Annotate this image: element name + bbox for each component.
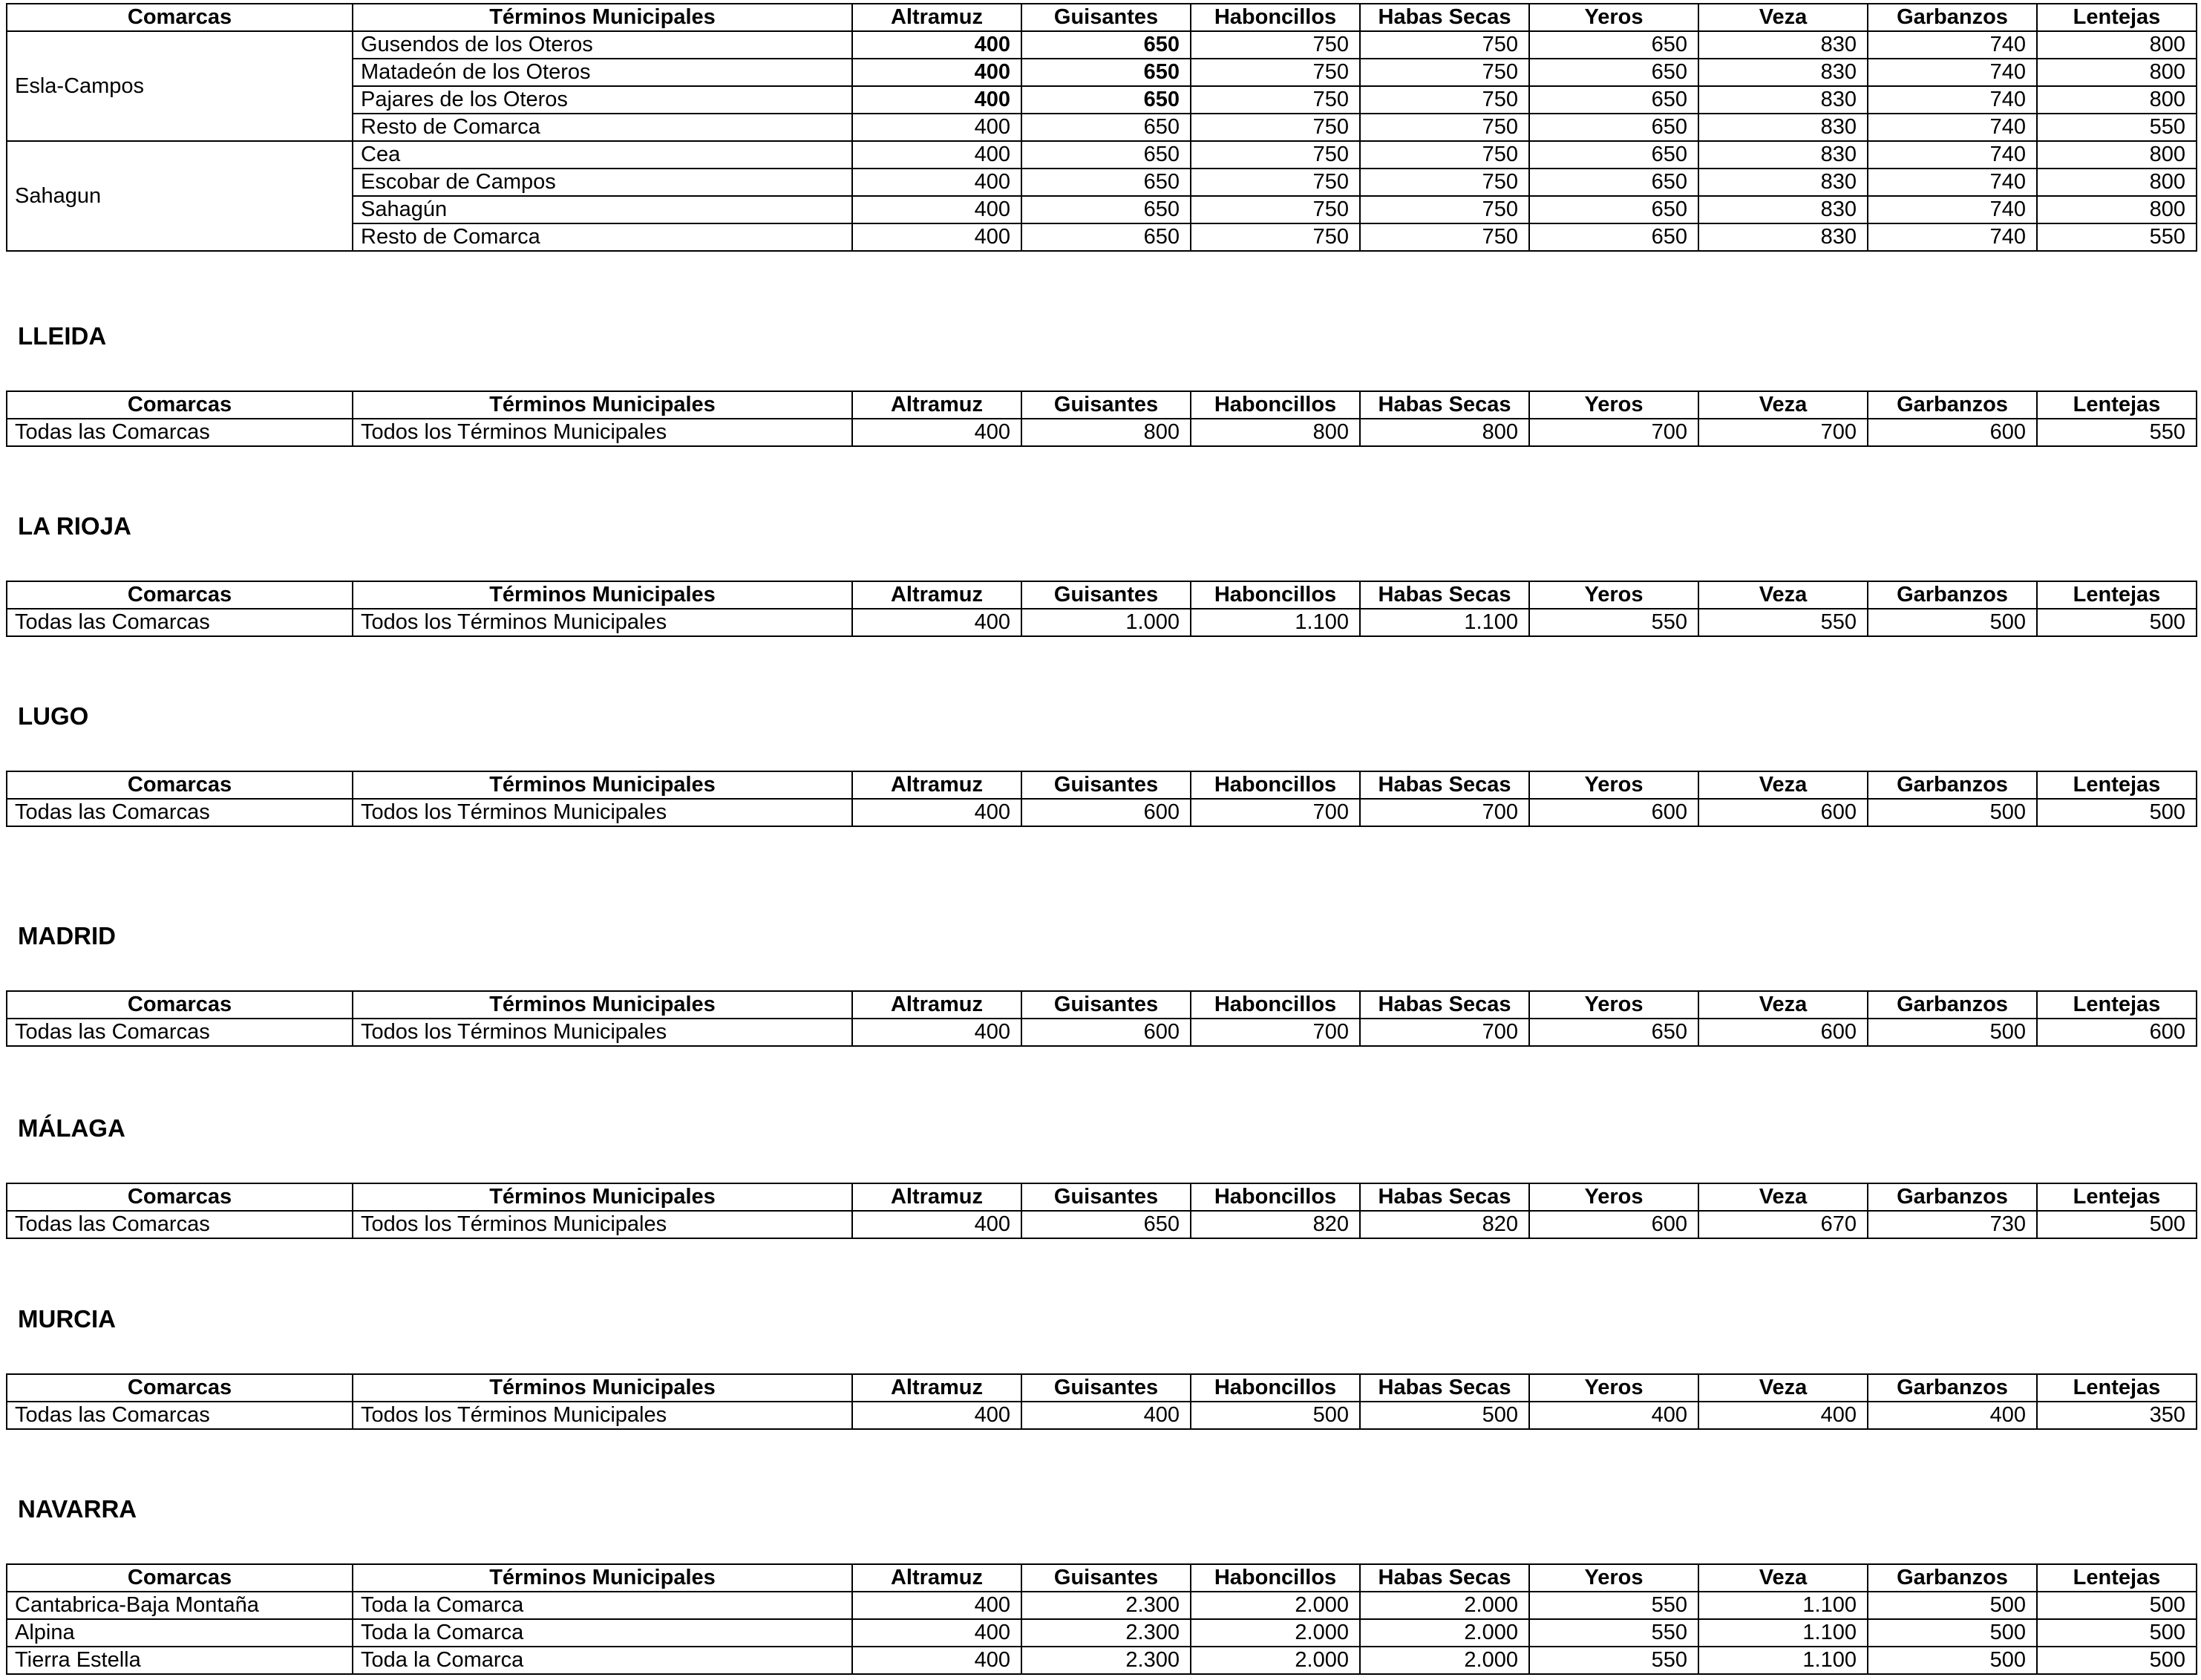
column-header-2: Altramuz — [852, 581, 1021, 609]
header-row — [7, 1183, 2197, 1211]
column-header-8: Garbanzos — [1868, 1374, 2037, 1402]
column-header-2: Altramuz — [852, 4, 1021, 31]
value-cell: 550 — [1698, 609, 1868, 636]
comarca-cell: Sahagun — [7, 141, 353, 251]
column-header-8: Garbanzos — [1868, 991, 2037, 1019]
header-row — [7, 4, 2197, 31]
value-cell: 400 — [852, 223, 1021, 251]
column-header-7: Veza — [1698, 991, 1868, 1019]
value-cell: 800 — [1191, 419, 1360, 446]
value-cell: 650 — [1529, 141, 1698, 169]
column-header-3: Guisantes — [1021, 771, 1191, 799]
value-cell: 400 — [852, 419, 1021, 446]
value-cell: 500 — [1868, 609, 2037, 636]
termino-cell: Todos los Términos Municipales — [353, 419, 852, 446]
comarca-cell: Esla-Campos — [7, 31, 353, 141]
value-cell: 2.000 — [1360, 1592, 1529, 1619]
value-cell: 800 — [2037, 86, 2197, 114]
column-header-7: Veza — [1698, 391, 1868, 419]
value-cell: 650 — [1529, 31, 1698, 59]
value-cell: 550 — [1529, 609, 1698, 636]
termino-cell: Sahagún — [353, 196, 852, 223]
value-cell: 750 — [1360, 59, 1529, 86]
value-cell: 650 — [1021, 169, 1191, 196]
value-cell: 800 — [2037, 169, 2197, 196]
value-cell: 830 — [1698, 31, 1868, 59]
value-cell: 750 — [1360, 196, 1529, 223]
termino-cell: Todos los Términos Municipales — [353, 1211, 852, 1238]
header-row — [7, 1564, 2197, 1592]
termino-cell: Toda la Comarca — [353, 1619, 852, 1647]
column-header-6: Yeros — [1529, 771, 1698, 799]
value-cell: 400 — [852, 196, 1021, 223]
value-cell: 2.300 — [1021, 1592, 1191, 1619]
section-title: MADRID — [18, 922, 116, 950]
column-header-4: Haboncillos — [1191, 4, 1360, 31]
comarca-cell: Todas las Comarcas — [7, 609, 353, 636]
value-cell: 550 — [1529, 1647, 1698, 1674]
value-cell: 650 — [1529, 114, 1698, 141]
value-cell: 740 — [1868, 196, 2037, 223]
column-header-2: Altramuz — [852, 1374, 1021, 1402]
column-header-7: Veza — [1698, 1374, 1868, 1402]
value-cell: 740 — [1868, 86, 2037, 114]
value-cell: 730 — [1868, 1211, 2037, 1238]
header-row — [7, 991, 2197, 1019]
column-header-3: Guisantes — [1021, 581, 1191, 609]
table-la-rioja — [6, 581, 2197, 637]
termino-cell: Escobar de Campos — [353, 169, 852, 196]
value-cell: 1.100 — [1191, 609, 1360, 636]
column-header-0: Comarcas — [7, 391, 353, 419]
value-cell: 650 — [1529, 86, 1698, 114]
value-cell: 740 — [1868, 31, 2037, 59]
value-cell: 650 — [1021, 141, 1191, 169]
value-cell: 500 — [2037, 1647, 2197, 1674]
column-header-4: Haboncillos — [1191, 771, 1360, 799]
value-cell: 600 — [1868, 419, 2037, 446]
value-cell: 500 — [1868, 1019, 2037, 1046]
value-cell: 750 — [1191, 114, 1360, 141]
value-cell: 700 — [1698, 419, 1868, 446]
value-cell: 400 — [1529, 1402, 1698, 1429]
header-row — [7, 391, 2197, 419]
value-cell: 2.300 — [1021, 1619, 1191, 1647]
header-row — [7, 1374, 2197, 1402]
value-cell: 830 — [1698, 114, 1868, 141]
value-cell: 750 — [1360, 31, 1529, 59]
column-header-3: Guisantes — [1021, 1183, 1191, 1211]
column-header-7: Veza — [1698, 581, 1868, 609]
value-cell: 600 — [1698, 799, 1868, 826]
column-header-1: Términos Municipales — [353, 4, 852, 31]
column-header-3: Guisantes — [1021, 4, 1191, 31]
termino-cell: Resto de Comarca — [353, 223, 852, 251]
table-malaga — [6, 1183, 2197, 1239]
value-cell: 600 — [2037, 1019, 2197, 1046]
comarca-cell: Cantabrica-Baja Montaña — [7, 1592, 353, 1619]
table-row — [7, 419, 2197, 446]
column-header-8: Garbanzos — [1868, 4, 2037, 31]
value-cell: 1.000 — [1021, 609, 1191, 636]
value-cell: 740 — [1868, 169, 2037, 196]
value-cell: 800 — [2037, 31, 2197, 59]
value-cell: 550 — [2037, 223, 2197, 251]
value-cell: 650 — [1529, 1019, 1698, 1046]
value-cell: 350 — [2037, 1402, 2197, 1429]
value-cell: 740 — [1868, 141, 2037, 169]
value-cell: 400 — [852, 86, 1021, 114]
value-cell: 800 — [2037, 196, 2197, 223]
termino-cell: Gusendos de los Oteros — [353, 31, 852, 59]
value-cell: 820 — [1191, 1211, 1360, 1238]
value-cell: 830 — [1698, 141, 1868, 169]
value-cell: 400 — [852, 59, 1021, 86]
value-cell: 830 — [1698, 59, 1868, 86]
value-cell: 600 — [1021, 799, 1191, 826]
column-header-8: Garbanzos — [1868, 391, 2037, 419]
value-cell: 400 — [852, 114, 1021, 141]
value-cell: 1.100 — [1360, 609, 1529, 636]
value-cell: 600 — [1529, 1211, 1698, 1238]
value-cell: 750 — [1191, 196, 1360, 223]
column-header-4: Haboncillos — [1191, 1183, 1360, 1211]
value-cell: 550 — [2037, 419, 2197, 446]
table-row — [7, 799, 2197, 826]
section-title: LLEIDA — [18, 322, 107, 350]
column-header-5: Habas Secas — [1360, 771, 1529, 799]
column-header-7: Veza — [1698, 771, 1868, 799]
value-cell: 740 — [1868, 59, 2037, 86]
section-title: NAVARRA — [18, 1495, 137, 1523]
value-cell: 500 — [2037, 1211, 2197, 1238]
column-header-7: Veza — [1698, 1183, 1868, 1211]
value-cell: 650 — [1529, 196, 1698, 223]
table-row — [7, 31, 2197, 59]
value-cell: 400 — [852, 1619, 1021, 1647]
termino-cell: Toda la Comarca — [353, 1647, 852, 1674]
table-navarra — [6, 1563, 2197, 1675]
termino-cell: Matadeón de los Oteros — [353, 59, 852, 86]
column-header-0: Comarcas — [7, 991, 353, 1019]
value-cell: 400 — [1868, 1402, 2037, 1429]
value-cell: 2.000 — [1191, 1592, 1360, 1619]
table-row — [7, 1647, 2197, 1674]
table-madrid — [6, 990, 2197, 1047]
value-cell: 700 — [1360, 799, 1529, 826]
column-header-6: Yeros — [1529, 1374, 1698, 1402]
value-cell: 500 — [1868, 1619, 2037, 1647]
value-cell: 600 — [1529, 799, 1698, 826]
column-header-0: Comarcas — [7, 4, 353, 31]
value-cell: 500 — [2037, 609, 2197, 636]
column-header-2: Altramuz — [852, 1564, 1021, 1592]
value-cell: 750 — [1360, 141, 1529, 169]
column-header-4: Haboncillos — [1191, 1564, 1360, 1592]
value-cell: 500 — [2037, 1619, 2197, 1647]
value-cell: 400 — [852, 1647, 1021, 1674]
header-row — [7, 581, 2197, 609]
column-header-8: Garbanzos — [1868, 1564, 2037, 1592]
column-header-9: Lentejas — [2037, 1183, 2197, 1211]
column-header-6: Yeros — [1529, 1564, 1698, 1592]
column-header-8: Garbanzos — [1868, 1183, 2037, 1211]
value-cell: 750 — [1191, 59, 1360, 86]
termino-cell: Toda la Comarca — [353, 1592, 852, 1619]
column-header-6: Yeros — [1529, 1183, 1698, 1211]
value-cell: 500 — [1191, 1402, 1360, 1429]
value-cell: 500 — [1868, 1647, 2037, 1674]
value-cell: 750 — [1360, 223, 1529, 251]
column-header-1: Términos Municipales — [353, 1564, 852, 1592]
comarca-cell: Alpina — [7, 1619, 353, 1647]
column-header-2: Altramuz — [852, 771, 1021, 799]
column-header-5: Habas Secas — [1360, 4, 1529, 31]
value-cell: 400 — [852, 169, 1021, 196]
value-cell: 400 — [852, 799, 1021, 826]
column-header-0: Comarcas — [7, 1374, 353, 1402]
value-cell: 400 — [852, 609, 1021, 636]
value-cell: 1.100 — [1698, 1592, 1868, 1619]
column-header-2: Altramuz — [852, 391, 1021, 419]
table-row — [7, 609, 2197, 636]
termino-cell: Todos los Términos Municipales — [353, 609, 852, 636]
value-cell: 750 — [1191, 223, 1360, 251]
value-cell: 700 — [1191, 1019, 1360, 1046]
value-cell: 740 — [1868, 114, 2037, 141]
header-row — [7, 771, 2197, 799]
column-header-2: Altramuz — [852, 1183, 1021, 1211]
column-header-6: Yeros — [1529, 391, 1698, 419]
section-title: MÁLAGA — [18, 1114, 125, 1142]
value-cell: 650 — [1529, 59, 1698, 86]
column-header-6: Yeros — [1529, 991, 1698, 1019]
value-cell: 650 — [1529, 169, 1698, 196]
termino-cell: Todos los Términos Municipales — [353, 799, 852, 826]
value-cell: 2.000 — [1191, 1619, 1360, 1647]
column-header-0: Comarcas — [7, 771, 353, 799]
value-cell: 400 — [1698, 1402, 1868, 1429]
value-cell: 800 — [1021, 419, 1191, 446]
value-cell: 2.000 — [1360, 1647, 1529, 1674]
value-cell: 550 — [1529, 1619, 1698, 1647]
termino-cell: Todos los Términos Municipales — [353, 1402, 852, 1429]
column-header-1: Términos Municipales — [353, 581, 852, 609]
column-header-4: Haboncillos — [1191, 391, 1360, 419]
value-cell: 600 — [1698, 1019, 1868, 1046]
value-cell: 2.300 — [1021, 1647, 1191, 1674]
value-cell: 650 — [1021, 59, 1191, 86]
table-murcia — [6, 1373, 2197, 1430]
value-cell: 700 — [1191, 799, 1360, 826]
value-cell: 500 — [1360, 1402, 1529, 1429]
value-cell: 650 — [1021, 1211, 1191, 1238]
comarca-cell: Tierra Estella — [7, 1647, 353, 1674]
value-cell: 550 — [1529, 1592, 1698, 1619]
value-cell: 500 — [1868, 799, 2037, 826]
comarca-cell: Todas las Comarcas — [7, 799, 353, 826]
value-cell: 400 — [852, 1211, 1021, 1238]
table-row — [7, 1592, 2197, 1619]
section-title: LUGO — [18, 702, 89, 730]
value-cell: 400 — [852, 141, 1021, 169]
value-cell: 750 — [1191, 86, 1360, 114]
value-cell: 400 — [852, 31, 1021, 59]
value-cell: 2.000 — [1360, 1619, 1529, 1647]
column-header-9: Lentejas — [2037, 1374, 2197, 1402]
column-header-3: Guisantes — [1021, 1564, 1191, 1592]
value-cell: 650 — [1021, 86, 1191, 114]
section-title: LA RIOJA — [18, 512, 131, 540]
table-row — [7, 141, 2197, 169]
column-header-6: Yeros — [1529, 581, 1698, 609]
value-cell: 830 — [1698, 196, 1868, 223]
column-header-9: Lentejas — [2037, 391, 2197, 419]
value-cell: 830 — [1698, 86, 1868, 114]
value-cell: 500 — [2037, 799, 2197, 826]
value-cell: 500 — [2037, 1592, 2197, 1619]
column-header-3: Guisantes — [1021, 1374, 1191, 1402]
column-header-8: Garbanzos — [1868, 771, 2037, 799]
value-cell: 400 — [1021, 1402, 1191, 1429]
comarca-cell: Todas las Comarcas — [7, 1402, 353, 1429]
column-header-0: Comarcas — [7, 581, 353, 609]
section-title: MURCIA — [18, 1305, 116, 1333]
table-leon-cont — [6, 3, 2197, 252]
termino-cell: Pajares de los Oteros — [353, 86, 852, 114]
value-cell: 550 — [2037, 114, 2197, 141]
column-header-9: Lentejas — [2037, 771, 2197, 799]
value-cell: 2.000 — [1191, 1647, 1360, 1674]
column-header-0: Comarcas — [7, 1183, 353, 1211]
column-header-0: Comarcas — [7, 1564, 353, 1592]
column-header-9: Lentejas — [2037, 4, 2197, 31]
value-cell: 500 — [1868, 1592, 2037, 1619]
column-header-5: Habas Secas — [1360, 391, 1529, 419]
column-header-5: Habas Secas — [1360, 581, 1529, 609]
column-header-8: Garbanzos — [1868, 581, 2037, 609]
column-header-5: Habas Secas — [1360, 1183, 1529, 1211]
table-row — [7, 1019, 2197, 1046]
value-cell: 1.100 — [1698, 1647, 1868, 1674]
value-cell: 830 — [1698, 223, 1868, 251]
column-header-7: Veza — [1698, 1564, 1868, 1592]
value-cell: 740 — [1868, 223, 2037, 251]
value-cell: 700 — [1529, 419, 1698, 446]
value-cell: 600 — [1021, 1019, 1191, 1046]
value-cell: 800 — [1360, 419, 1529, 446]
value-cell: 800 — [2037, 59, 2197, 86]
table-row — [7, 1402, 2197, 1429]
column-header-7: Veza — [1698, 4, 1868, 31]
column-header-1: Términos Municipales — [353, 391, 852, 419]
value-cell: 650 — [1021, 196, 1191, 223]
comarca-cell: Todas las Comarcas — [7, 1019, 353, 1046]
table-row — [7, 1211, 2197, 1238]
value-cell: 650 — [1021, 223, 1191, 251]
termino-cell: Todos los Términos Municipales — [353, 1019, 852, 1046]
value-cell: 820 — [1360, 1211, 1529, 1238]
termino-cell: Cea — [353, 141, 852, 169]
value-cell: 750 — [1191, 169, 1360, 196]
column-header-5: Habas Secas — [1360, 991, 1529, 1019]
column-header-9: Lentejas — [2037, 991, 2197, 1019]
value-cell: 1.100 — [1698, 1619, 1868, 1647]
column-header-9: Lentejas — [2037, 581, 2197, 609]
value-cell: 750 — [1360, 169, 1529, 196]
column-header-2: Altramuz — [852, 991, 1021, 1019]
table-lugo — [6, 771, 2197, 827]
column-header-4: Haboncillos — [1191, 581, 1360, 609]
comarca-cell: Todas las Comarcas — [7, 1211, 353, 1238]
table-lleida — [6, 390, 2197, 447]
column-header-3: Guisantes — [1021, 391, 1191, 419]
column-header-9: Lentejas — [2037, 1564, 2197, 1592]
column-header-5: Habas Secas — [1360, 1374, 1529, 1402]
column-header-1: Términos Municipales — [353, 771, 852, 799]
column-header-6: Yeros — [1529, 4, 1698, 31]
value-cell: 650 — [1529, 223, 1698, 251]
value-cell: 700 — [1360, 1019, 1529, 1046]
value-cell: 800 — [2037, 141, 2197, 169]
value-cell: 400 — [852, 1402, 1021, 1429]
value-cell: 750 — [1191, 31, 1360, 59]
value-cell: 750 — [1360, 114, 1529, 141]
column-header-3: Guisantes — [1021, 991, 1191, 1019]
value-cell: 400 — [852, 1019, 1021, 1046]
column-header-4: Haboncillos — [1191, 991, 1360, 1019]
table-row — [7, 1619, 2197, 1647]
value-cell: 670 — [1698, 1211, 1868, 1238]
column-header-1: Términos Municipales — [353, 1374, 852, 1402]
value-cell: 400 — [852, 1592, 1021, 1619]
column-header-5: Habas Secas — [1360, 1564, 1529, 1592]
column-header-4: Haboncillos — [1191, 1374, 1360, 1402]
column-header-1: Términos Municipales — [353, 1183, 852, 1211]
column-header-1: Términos Municipales — [353, 991, 852, 1019]
value-cell: 650 — [1021, 31, 1191, 59]
value-cell: 750 — [1360, 86, 1529, 114]
value-cell: 750 — [1191, 141, 1360, 169]
termino-cell: Resto de Comarca — [353, 114, 852, 141]
comarca-cell: Todas las Comarcas — [7, 419, 353, 446]
value-cell: 830 — [1698, 169, 1868, 196]
value-cell: 650 — [1021, 114, 1191, 141]
